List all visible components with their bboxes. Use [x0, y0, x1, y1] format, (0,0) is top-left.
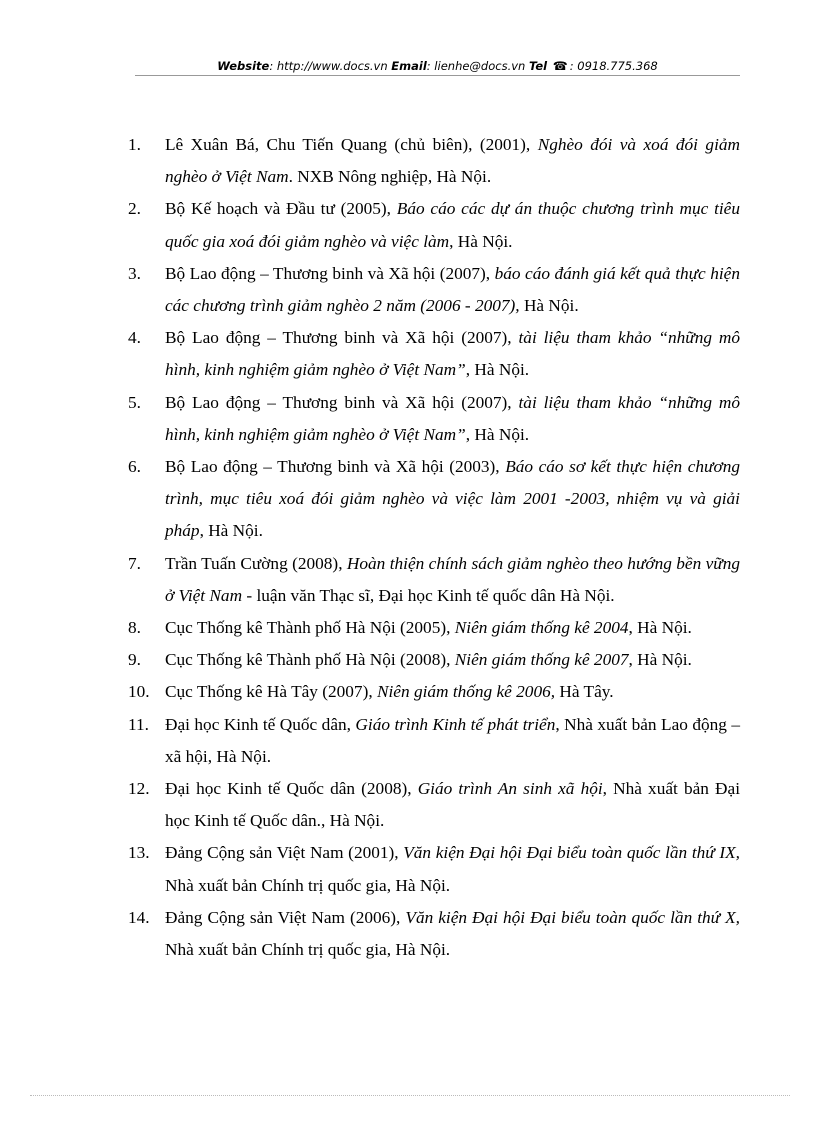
reference-publisher: - luận văn Thạc sĩ, Đại học Kinh tế quốc dân Hà Nội. [242, 585, 615, 605]
reference-item [128, 548, 740, 612]
page-header [135, 56, 740, 76]
reference-number: 6. [128, 457, 141, 477]
website-label: Website [217, 59, 270, 73]
reference-authors: Bộ Lao động – Thương binh và Xã hội (2003), [165, 457, 506, 477]
phone-icon: ☎ [552, 59, 568, 73]
reference-title: Văn kiện Đại hội Đại biểu toàn quốc lần thứ X, [405, 907, 740, 927]
reference-item [128, 612, 740, 644]
reference-publisher: , Hà Nội. [465, 424, 530, 444]
reference-publisher: Nhà xuất bản Chính trị quốc gia, Hà Nội. [165, 875, 451, 895]
reference-number: 3. [128, 263, 141, 283]
reference-title: báo cáo đánh giá kết quả thực hiện các chương trình giảm nghèo 2 năm (2006 - 2007), [165, 263, 740, 316]
reference-number: 5. [128, 392, 141, 412]
reference-publisher: , Hà Nội. [449, 231, 513, 251]
reference-authors: Bộ Lao động – Thương binh và Xã hội (2007), [165, 392, 519, 412]
reference-title: Văn kiện Đại hội Đại biểu toàn quốc lần thứ IX, [403, 843, 740, 863]
reference-publisher: , Hà Nội. [628, 650, 692, 670]
reference-number: 4. [128, 328, 141, 348]
header-divider [135, 75, 740, 76]
website-value[interactable]: : http://www.docs.vn [269, 59, 388, 73]
footer-divider [30, 1095, 790, 1096]
reference-number: 2. [128, 199, 141, 219]
reference-item [128, 676, 740, 708]
reference-authors: Trần Tuấn Cường (2008), [165, 553, 347, 573]
reference-authors: Cục Thống kê Hà Tây (2007), [165, 682, 377, 702]
reference-publisher: , Hà Nội. [628, 618, 692, 638]
reference-publisher: , Nhà xuất bản Lao động – xã hội, Hà Nội. [165, 714, 741, 766]
reference-title: Niên giám thống kê 2004 [454, 618, 629, 638]
reference-publisher: Hà Nội. [519, 296, 579, 316]
reference-authors: Cục Thống kê Thành phố Hà Nội (2005), [165, 618, 455, 638]
reference-number: 12. [128, 779, 150, 799]
reference-item [128, 644, 740, 676]
reference-item [128, 387, 740, 451]
reference-title: Giáo trình Kinh tế phát triển [355, 714, 556, 734]
reference-item [128, 193, 740, 257]
reference-title: tài liệu tham khảo “những mô hình, kinh nghiệm giảm nghèo ở Việt Nam” [165, 392, 740, 444]
reference-number: 11. [128, 714, 149, 734]
reference-number: 1. [128, 135, 141, 154]
reference-item [128, 129, 740, 193]
reference-title: Niên giám thống kê 2006, [376, 682, 556, 702]
reference-number: 8. [128, 618, 141, 638]
reference-publisher: , Nhà xuất bản Đại học Kinh tế Quốc dân., Hà Nội. [165, 779, 740, 831]
reference-item [128, 322, 740, 386]
reference-title: Hoàn thiện chính sách giảm nghèo theo hướng bền vững ở Việt Nam [165, 553, 741, 605]
reference-title: tài liệu tham khảo “những mô hình, kinh nghiệm giảm nghèo ở Việt Nam” [165, 328, 740, 380]
reference-title: Báo cáo sơ kết thực hiện chương trình, mục tiêu xoá đói giảm nghèo và việc làm 2001 -2003, nhiệm vụ và giải pháp [165, 457, 740, 541]
email-value[interactable]: : lienhe@docs.vn [426, 59, 526, 73]
reference-authors: Bộ Lao động – Thương binh và Xã hội (2007), [165, 263, 495, 283]
reference-item [128, 451, 740, 548]
reference-authors: Đại học Kinh tế Quốc dân (2008), [165, 779, 418, 799]
reference-item [128, 773, 740, 837]
tel-label: Tel [529, 59, 548, 73]
reference-publisher: Nhà xuất bản Chính trị quốc gia, Hà Nội. [165, 940, 451, 960]
email-label: Email [391, 59, 427, 73]
reference-list [128, 129, 740, 966]
reference-publisher: , Hà Nội. [465, 360, 530, 380]
reference-item [128, 709, 740, 773]
reference-publisher: Hà Tây. [555, 682, 614, 702]
reference-title: Nghèo đói và xoá đói giảm nghèo ở Việt Nam [165, 135, 740, 187]
reference-authors: Lê Xuân Bá, Chu Tiến Quang (chủ biên), (2001), [165, 135, 538, 154]
reference-item [128, 258, 740, 322]
reference-title: Giáo trình An sinh xã hội [417, 779, 603, 799]
reference-number: 10. [128, 682, 150, 702]
reference-number: 13. [128, 843, 150, 863]
reference-item [128, 902, 740, 966]
reference-title: Báo cáo các dự án thuộc chương trình mục tiêu quốc gia xoá đói giảm nghèo và việc làm [165, 199, 740, 251]
reference-publisher: , Hà Nội. [199, 521, 263, 541]
reference-authors: Cục Thống kê Thành phố Hà Nội (2008), [165, 650, 455, 670]
reference-title: Niên giám thống kê 2007 [454, 650, 629, 670]
reference-number: 14. [128, 907, 150, 927]
reference-authors: Đảng Cộng sản Việt Nam (2006), [165, 907, 406, 927]
reference-item [128, 837, 740, 901]
reference-authors: Đảng Cộng sản Việt Nam (2001), [165, 843, 404, 863]
reference-authors: Bộ Kế hoạch và Đầu tư (2005), [165, 199, 397, 219]
reference-number: 7. [128, 553, 141, 573]
reference-authors: Bộ Lao động – Thương binh và Xã hội (2007), [165, 328, 519, 348]
tel-value: : 0918.775.368 [569, 59, 658, 73]
reference-authors: Đại học Kinh tế Quốc dân, [165, 714, 356, 734]
reference-number: 9. [128, 650, 141, 670]
reference-publisher: . NXB Nông nghiệp, Hà Nội. [288, 167, 492, 187]
